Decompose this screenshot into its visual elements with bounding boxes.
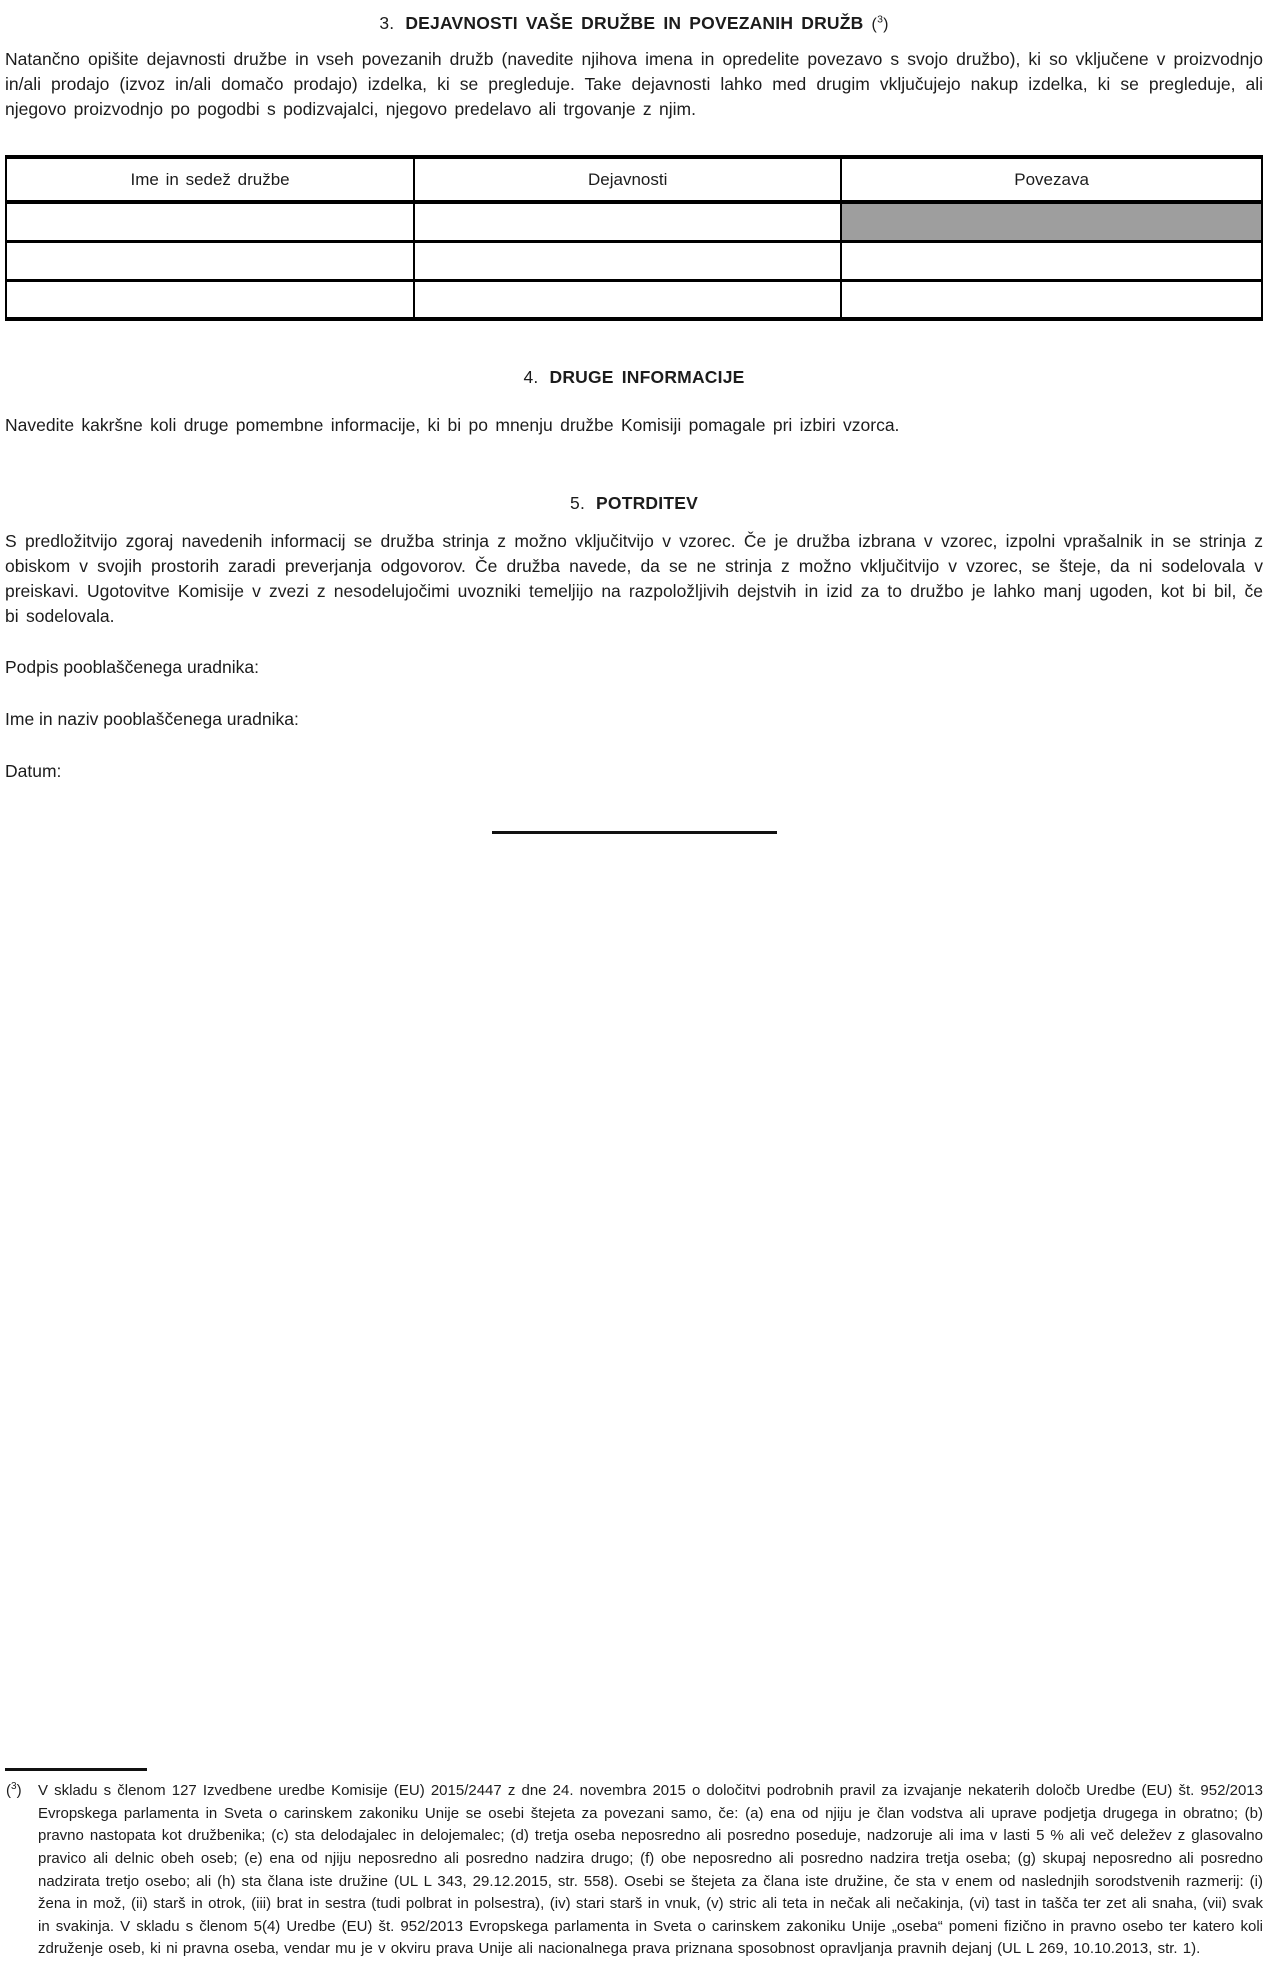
signature-label: Podpis pooblaščenega uradnika:: [5, 657, 259, 677]
section-4-number: 4.: [523, 367, 539, 387]
footnote-marker: ($^3$): [6, 1781, 22, 1800]
table-cell: [414, 241, 841, 280]
table-cell: [841, 241, 1262, 280]
table-cell: [6, 241, 414, 280]
footnote: [5, 1780, 1263, 1961]
table-row: [6, 241, 1262, 280]
table-row: [6, 280, 1262, 319]
section-4-heading: [5, 367, 1263, 388]
date-label: Datum:: [5, 761, 62, 781]
table-cell: [414, 202, 841, 241]
name-title-label: Ime in naziv pooblaščenega uradnika:: [5, 709, 299, 729]
section-3-intro-paragraph: Natančno opišite dejavnosti družbe in vseh povezanih družb (navedite njihova imena in opredelite povezavo s svojo družbo), ki so vključene v proizvodnjo in/ali prodajo (izvoz in/ali domačo prodajo) izdelka, ki se pregleduje. Take dejavnosti lahko med drugim vključujejo nakup izdelka, ki se pregleduje, ali njegovo proizvodnjo po pogodbi s podizvajalci, njegovo predelavo ali trgovanje z njim.: [5, 49, 1263, 119]
section-4-title: DRUGE INFORMACIJE: [549, 367, 745, 387]
section-5-number: 5.: [570, 493, 586, 513]
footnote-text: V skladu s členom 127 Izvedbene uredbe Komisije (EU) 2015/2447 z dne 24. novembra 2015 o določitvi podrobnih pravil za izvajanje nekaterih določb Uredbe (EU) št. 952/2013 Evropskega parlamenta in Sveta o carinskem zakoniku Unije se osebi štejeta za povezani samo, če: (a) ena od njiju je član vodstva ali uprave podjetja drugega in obratno; (b) pravno nastopata kot družbenika; (c) sta delodajalec in delojemalec; (d) tretja oseba neposredno ali posredno poseduje, nadzoruje ali ima v lasti 5 % ali več deležev z glasovalno pravico ali delnic obeh oseb; (e) ena od njiju neposredno ali posredno nadzira drugo; (f) obe neposredno ali posredno nadzira tretja oseba; (g) skupaj neposredno ali posredno nadzirata tretjo osebo; ali (h) sta člana iste družine (UL L 343, 29.12.2015, str. 558). Osebi se štejeta za člana iste družine, če sta v enem od naslednjih sorodstvenih razmerij: (i) žena in mož, (ii) starš in otrok, (iii) brat in sestra (tudi polbrat in polsestra), (iv) stari starš in vnuk, (v) stric ali teta in nečak ali nečakinja, (vi) tast in tašča ter zet ali snaha, (vii) svak in svakinja. V skladu s členom 5(4) Uredbe (EU) št. 952/2013 Evropskega parlamenta in Sveta o carinskem zakoniku Unije „oseba“ pomeni fizično in pravno osebo ter katero koli združenje oseb, ki ni pravna oseba, vendar mu je v okviru prava Unije ali nacionalnega prava priznana sposobnost opravljanja pravnih dejanj (UL L 269, 10.10.2013, str. 1).: [38, 1782, 1263, 1958]
table-cell: [414, 280, 841, 319]
table-cell: [841, 280, 1262, 319]
section-3-number: 3.: [379, 13, 395, 33]
column-header-company-name: Ime in sedež družbe: [6, 157, 414, 202]
footnote-reference: ($^3$): [871, 13, 889, 33]
related-companies-table: [5, 155, 1263, 321]
column-header-relationship: Povezava: [841, 157, 1262, 202]
certification-paragraph: S predložitvijo zgoraj navedenih informacij se družba strinja z možno vključitvijo v vzorec. Če je družba izbrana v vzorec, izpolni vprašalnik in se strinja z obiskom v svojih prostorih zaradi preverjanja odgovorov. Če družba navede, da se ne strinja z možno vključitvijo v vzorec, se šteje, da ni sodelovala v preiskavi. Ugotovitve Komisije v zvezi z nesodelujočimi uvozniki temeljijo na razpoložljivih dejstvih in izid za to družbo je lahko manj ugoden, kot bi bil, če bi sodelovala.: [5, 531, 1263, 626]
section-3-title: DEJAVNOSTI VAŠE DRUŽBE IN POVEZANIH DRUŽB: [405, 13, 864, 33]
section-5-title: POTRDITEV: [596, 493, 698, 513]
section-3-heading: [5, 13, 1263, 35]
table-header-row: [6, 157, 1262, 202]
table-cell: [6, 202, 414, 241]
table-cell: [6, 280, 414, 319]
section-5-heading: [5, 493, 1263, 514]
shaded-cell: [841, 202, 1262, 241]
signature-rule: [492, 831, 777, 834]
section-4-paragraph: Navedite kakršne koli druge pomembne informacije, ki bi po mnenju družbe Komisiji pomagale pri izbiri vzorca.: [5, 415, 900, 435]
footnote-block: [5, 1768, 1263, 1961]
column-header-activities: Dejavnosti: [414, 157, 841, 202]
table-row: [6, 202, 1262, 241]
footnote-separator: [5, 1768, 147, 1771]
